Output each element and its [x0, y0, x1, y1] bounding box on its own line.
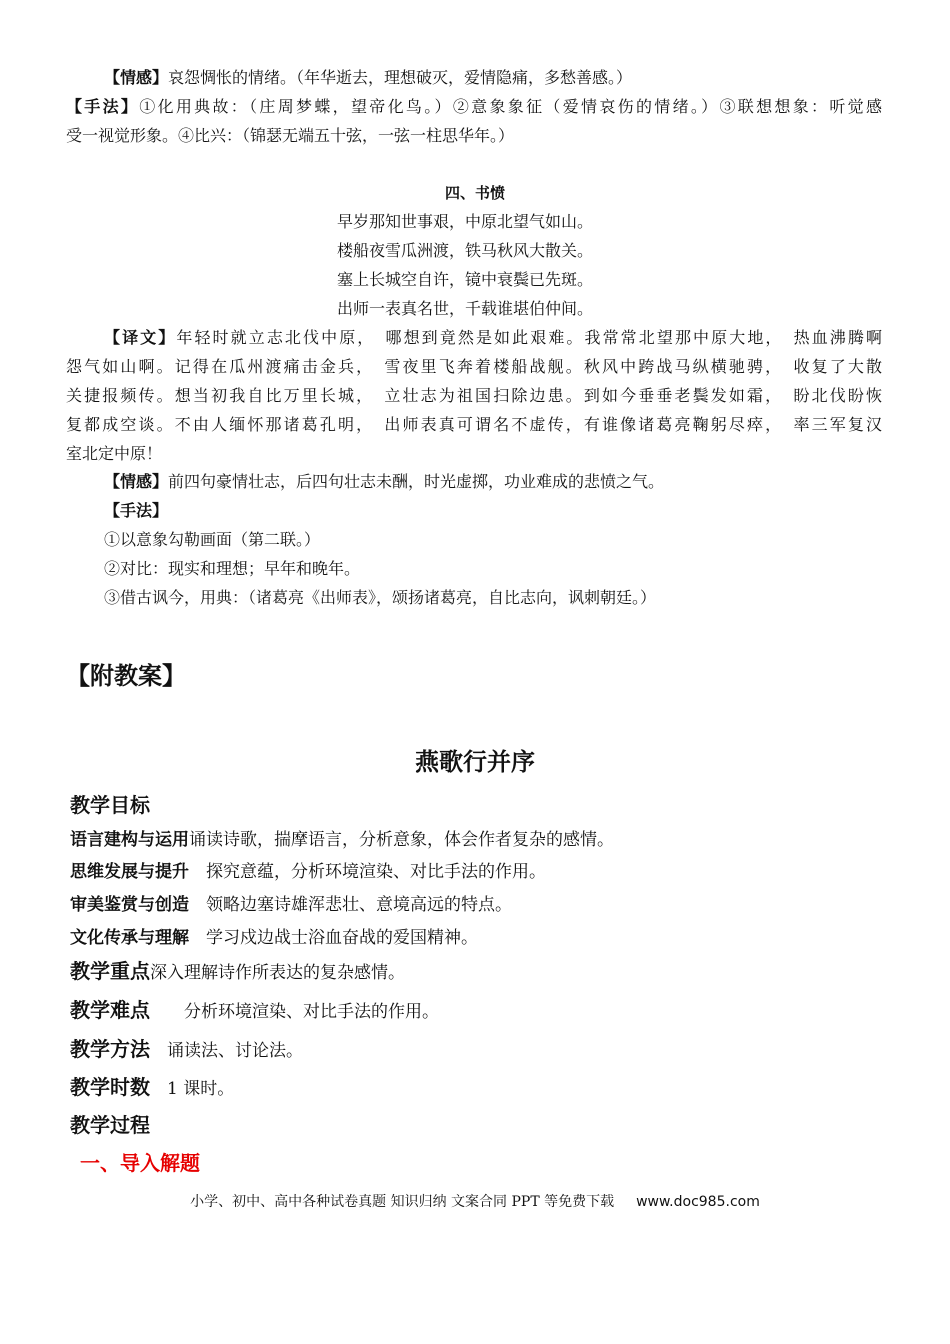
- prev-technique-line-1: [66, 97, 882, 117]
- translation-line-5: 室北定中原！: [66, 444, 163, 463]
- poem-technique-label: 【手法】: [104, 501, 169, 520]
- poem-emotion-text: 前四句豪情壮志，后四句壮志未酬，时光虚掷，功业难成的悲愤之气。: [168, 472, 665, 491]
- translation-line-2: 怨气如山啊。记得在瓜州渡痛击金兵， 雪夜里飞奔着楼船战舰。秋风中跨战马纵横驰骋， 收复了大散: [66, 357, 882, 376]
- goal-item: [70, 894, 512, 916]
- poem-technique-3: ③借古讽今，用典：（诸葛亮《出师表》，颂扬诸葛亮，自比志向，讽刺朝廷。）: [104, 588, 657, 607]
- hours-text: 1 课时。: [150, 1079, 235, 1099]
- page-footer: [0, 1192, 950, 1212]
- goal-text: 探究意蕴，分析环境渲染、对比手法的作用。: [189, 862, 546, 882]
- lesson-title: 燕歌行并序: [415, 748, 535, 776]
- goal-item: [70, 829, 614, 851]
- translation-line-3: 关捷报频传。想当初我自比万里长城， 立壮志为祖国扫除边患。到如今垂垂老鬓发如霜， 盼北伐盼恢: [66, 386, 882, 405]
- translation-text-1: 年轻时就立志北伐中原， 哪想到竟然是如此艰难。我常常北望那中原大地， 热血沸腾啊: [176, 328, 882, 347]
- goal-item: [70, 861, 546, 883]
- key-point-row: [70, 958, 405, 986]
- poem-technique-2: ②对比：现实和理想；早年和晚年。: [104, 559, 361, 578]
- prev-technique-label: 【手法】: [66, 97, 140, 116]
- poem-line-2: 楼船夜雪瓜洲渡，铁马秋风大散关。: [337, 241, 594, 260]
- prev-technique-line-2: 受一视觉形象。④比兴：（锦瑟无端五十弦，一弦一柱思华年。）: [66, 126, 515, 145]
- method-text: 诵读法、讨论法。: [150, 1041, 303, 1061]
- prev-emotion-label: 【情感】: [104, 68, 169, 87]
- footer-link[interactable]: www.doc985.com: [636, 1194, 760, 1210]
- poem-emotion-label: 【情感】: [104, 472, 169, 491]
- goal-label: 审美鉴赏与创造: [70, 895, 189, 915]
- method-label: 教学方法: [70, 1037, 150, 1061]
- goal-text: 学习戍边战士浴血奋战的爱国精神。: [189, 928, 478, 948]
- prev-emotion-text: 哀怨惆怅的情绪。（年华逝去，理想破灭，爱情隐痛，多愁善感。）: [168, 68, 633, 87]
- poem-line-3: 塞上长城空自许，镜中衰鬓已先斑。: [337, 270, 594, 289]
- hours-label: 教学时数: [70, 1075, 150, 1099]
- poem-line-4: 出师一表真名世，千载谁堪伯仲间。: [337, 299, 594, 318]
- poem-line-1: 早岁那知世事艰，中原北望气如山。: [337, 212, 594, 231]
- method-row: [70, 1036, 303, 1064]
- goal-item: [70, 927, 478, 949]
- difficulty-label: 教学难点: [70, 998, 150, 1022]
- poem-emotion-line: [104, 472, 664, 492]
- goal-label: 文化传承与理解: [70, 928, 189, 948]
- appendix-heading: 【附教案】: [66, 662, 186, 690]
- translation-line-1: [104, 328, 882, 348]
- goal-label: 思维发展与提升: [70, 862, 189, 882]
- poem-title: 四、书愤: [444, 184, 505, 202]
- footer-text: 小学、初中、高中各种试卷真题 知识归纳 文案合同 PPT 等免费下载: [190, 1194, 615, 1210]
- goal-text: 领略边塞诗雄浑悲壮、意境高远的特点。: [189, 895, 512, 915]
- goals-heading: 教学目标: [70, 793, 150, 817]
- process-heading: 教学过程: [70, 1113, 150, 1137]
- goal-label: 语言建构与运用: [70, 830, 189, 850]
- step1-heading: 一、导入解题: [80, 1151, 200, 1175]
- translation-line-4: 复都成空谈。不由人缅怀那诸葛孔明， 出师表真可谓名不虚传，有谁像诸葛亮鞠躬尽瘁， 率三军复汉: [66, 415, 882, 434]
- prev-emotion-line: [104, 68, 632, 88]
- translation-label: 【译文】: [104, 328, 177, 347]
- poem-technique-1: ①以意象勾勒画面（第二联。）: [104, 530, 321, 549]
- key-point-label: 教学重点: [70, 959, 150, 983]
- difficulty-row: [70, 997, 439, 1025]
- difficulty-text: 分析环境渲染、对比手法的作用。: [150, 1002, 439, 1022]
- key-point-text: 深入理解诗作所表达的复杂感情。: [150, 963, 405, 983]
- hours-row: [70, 1074, 234, 1102]
- prev-technique-text-1: ①化用典故：（庄周梦蝶，望帝化鸟。）②意象象征（爱情哀伤的情绪。）③联想想象：听觉感: [139, 97, 882, 116]
- goal-text: 诵读诗歌，揣摩语言，分析意象，体会作者复杂的感情。: [189, 830, 614, 850]
